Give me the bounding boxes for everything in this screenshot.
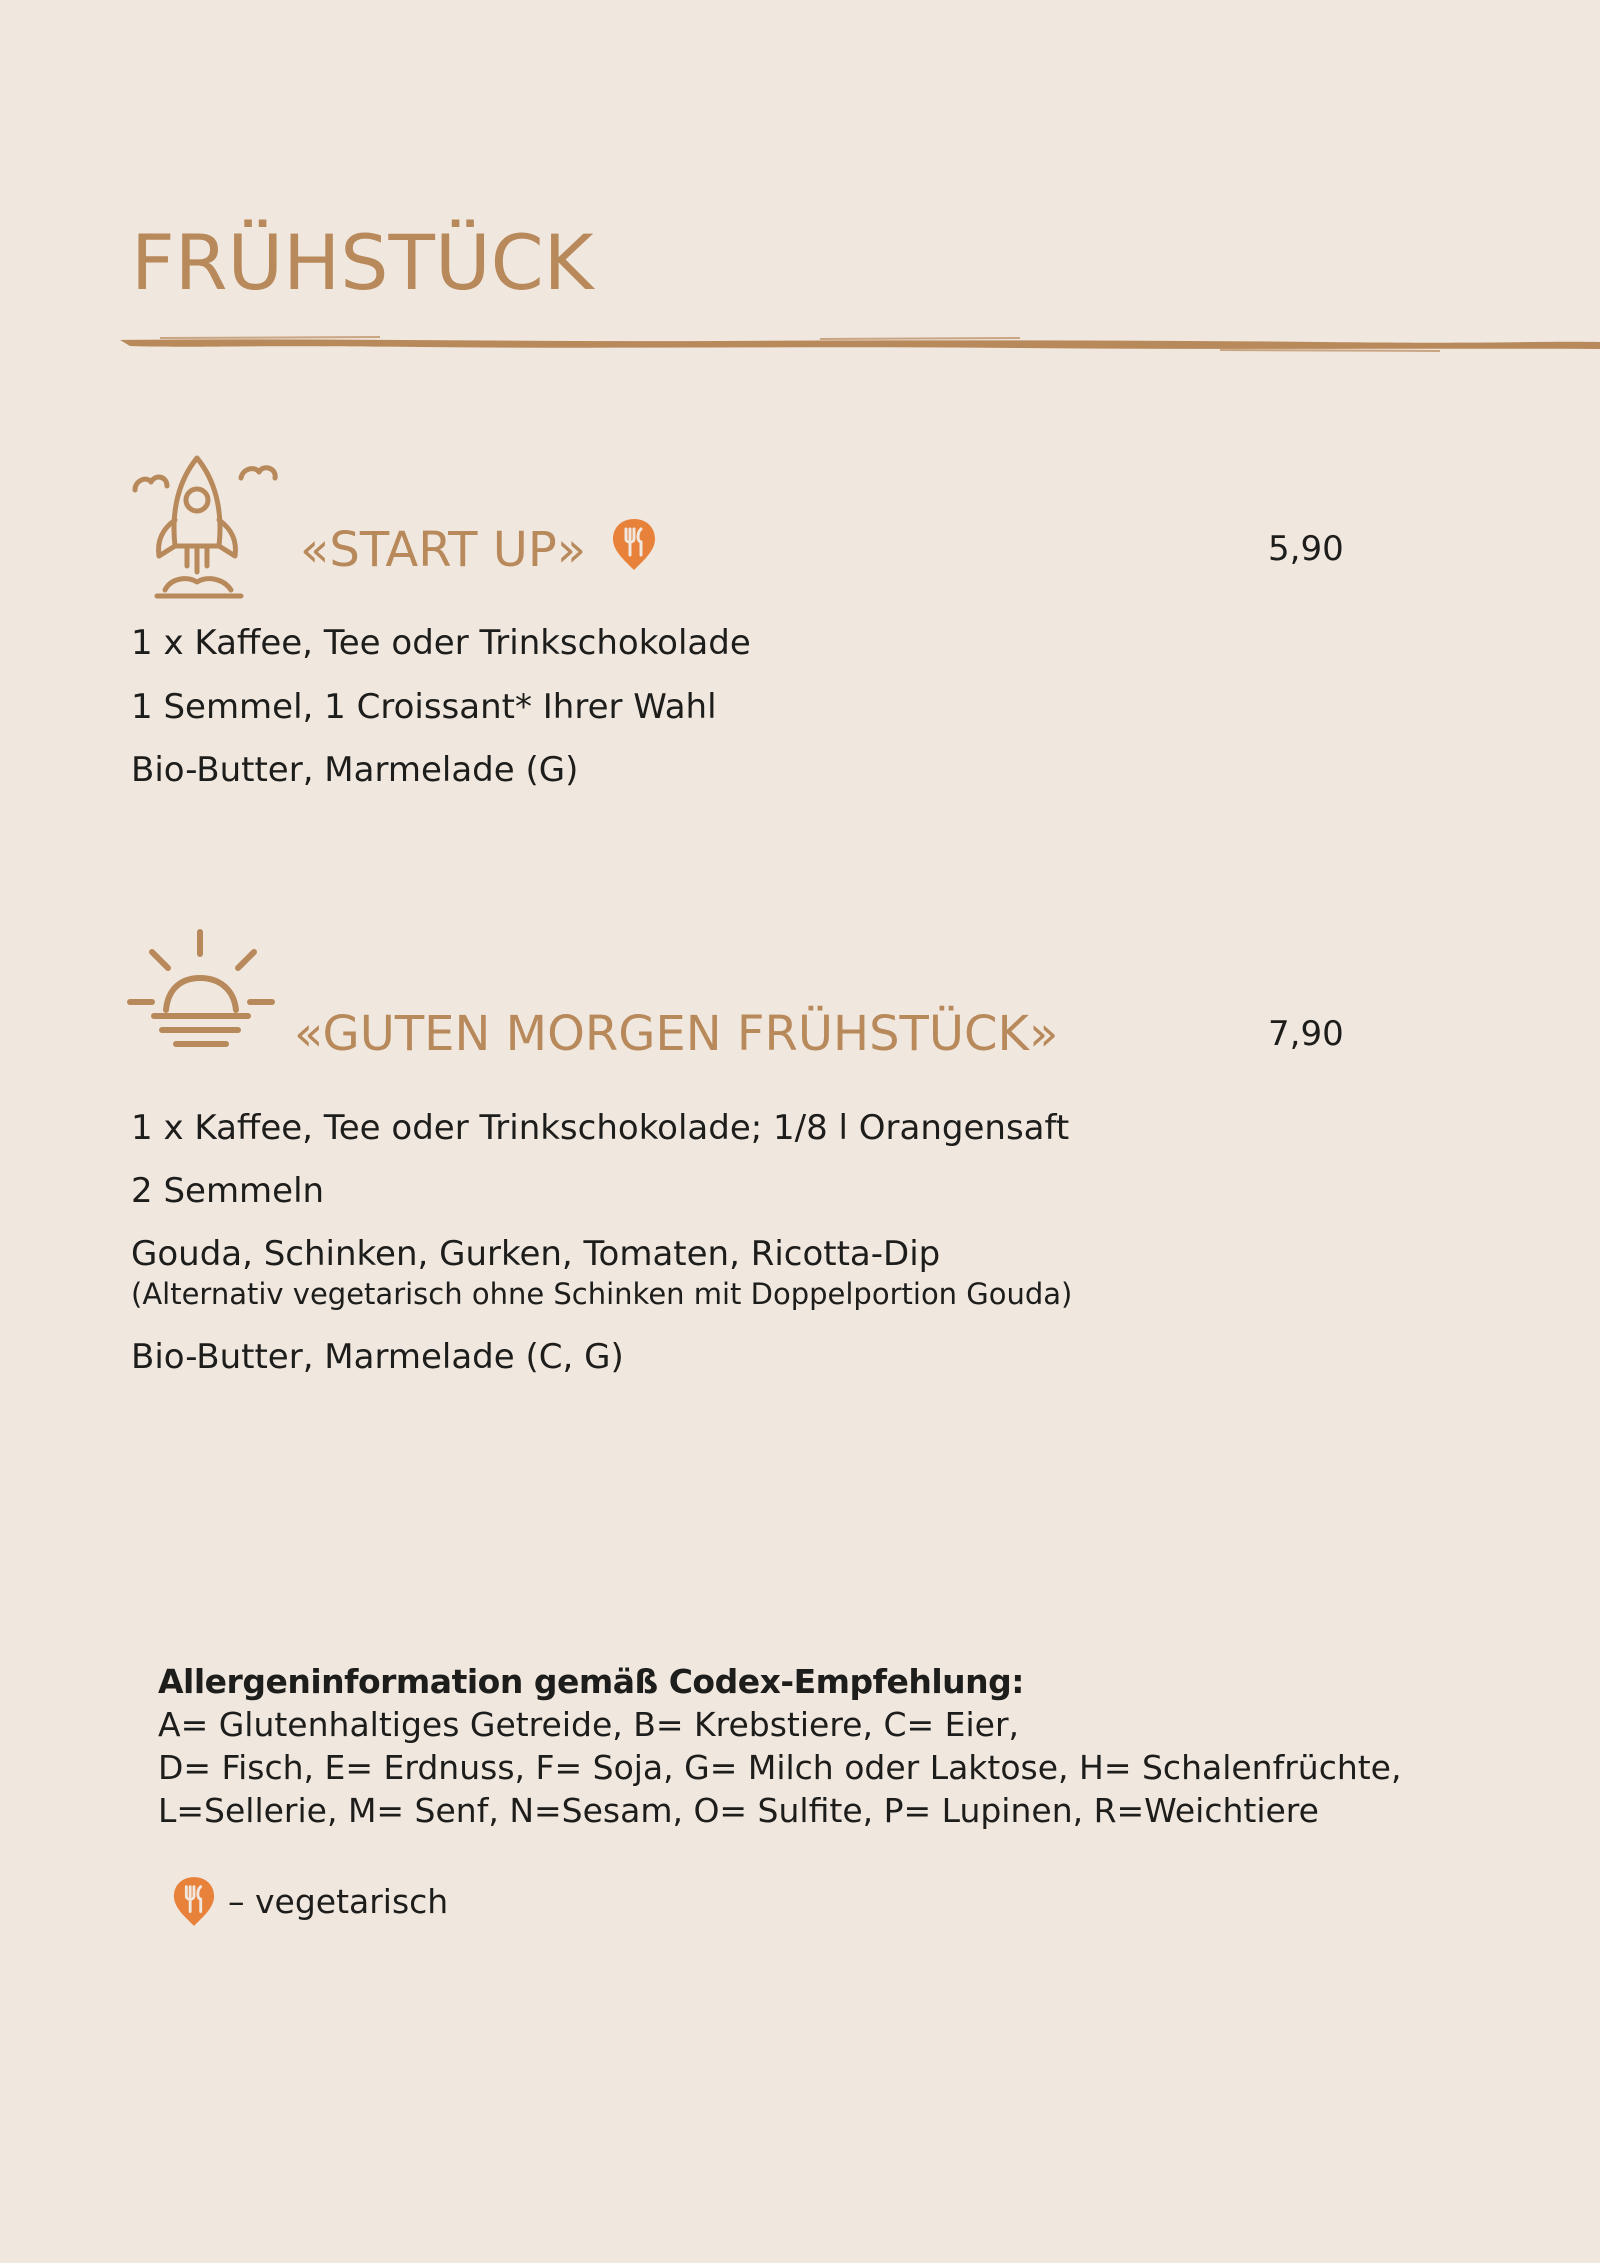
item-title-start-up: «START UP» — [300, 522, 587, 578]
item-line: Gouda, Schinken, Gurken, Tomaten, Ricotta-Dip — [131, 1234, 941, 1274]
allergen-line: A= Glutenhaltiges Getreide, B= Krebstiere, C= Eier, — [158, 1705, 1020, 1744]
title-divider — [120, 332, 1600, 354]
sunrise-icon — [124, 926, 280, 1056]
item-note: (Alternativ vegetarisch ohne Schinken mit Doppelportion Gouda) — [131, 1277, 1073, 1311]
legend-text: – vegetarisch — [228, 1881, 449, 1921]
allergen-line: D= Fisch, E= Erdnuss, F= Soja, G= Milch oder Laktose, H= Schalenfrüchte, — [158, 1748, 1402, 1787]
vegetarian-badge-icon — [611, 517, 657, 571]
page-title: FRÜHSTÜCK — [131, 218, 594, 307]
price-guten-morgen: 7,90 — [1268, 1014, 1344, 1054]
allergen-line: L=Sellerie, M= Senf, N=Sesam, O= Sulfite, P= Lupinen, R=Weichtiere — [158, 1791, 1319, 1830]
item-title-guten-morgen: «GUTEN MORGEN FRÜHSTÜCK» — [294, 1006, 1059, 1062]
vegetarian-legend — [172, 1873, 448, 1929]
allergen-info — [158, 1660, 1401, 1832]
allergen-heading: Allergeninformation gemäß Codex-Empfehlung: — [158, 1662, 1024, 1701]
item-line: 1 x Kaffee, Tee oder Trinkschokolade; 1/8 l Orangensaft — [131, 1108, 1070, 1148]
item-line: 1 x Kaffee, Tee oder Trinkschokolade — [131, 623, 751, 663]
item-line: Bio-Butter, Marmelade (C, G) — [131, 1337, 624, 1377]
price-start-up: 5,90 — [1268, 529, 1344, 569]
item-line: 2 Semmeln — [131, 1171, 325, 1211]
item-line: Bio-Butter, Marmelade (G) — [131, 750, 579, 790]
rocket-icon — [131, 450, 287, 606]
vegetarian-badge-icon — [172, 1875, 216, 1927]
item-line: 1 Semmel, 1 Croissant* Ihrer Wahl — [131, 687, 717, 727]
